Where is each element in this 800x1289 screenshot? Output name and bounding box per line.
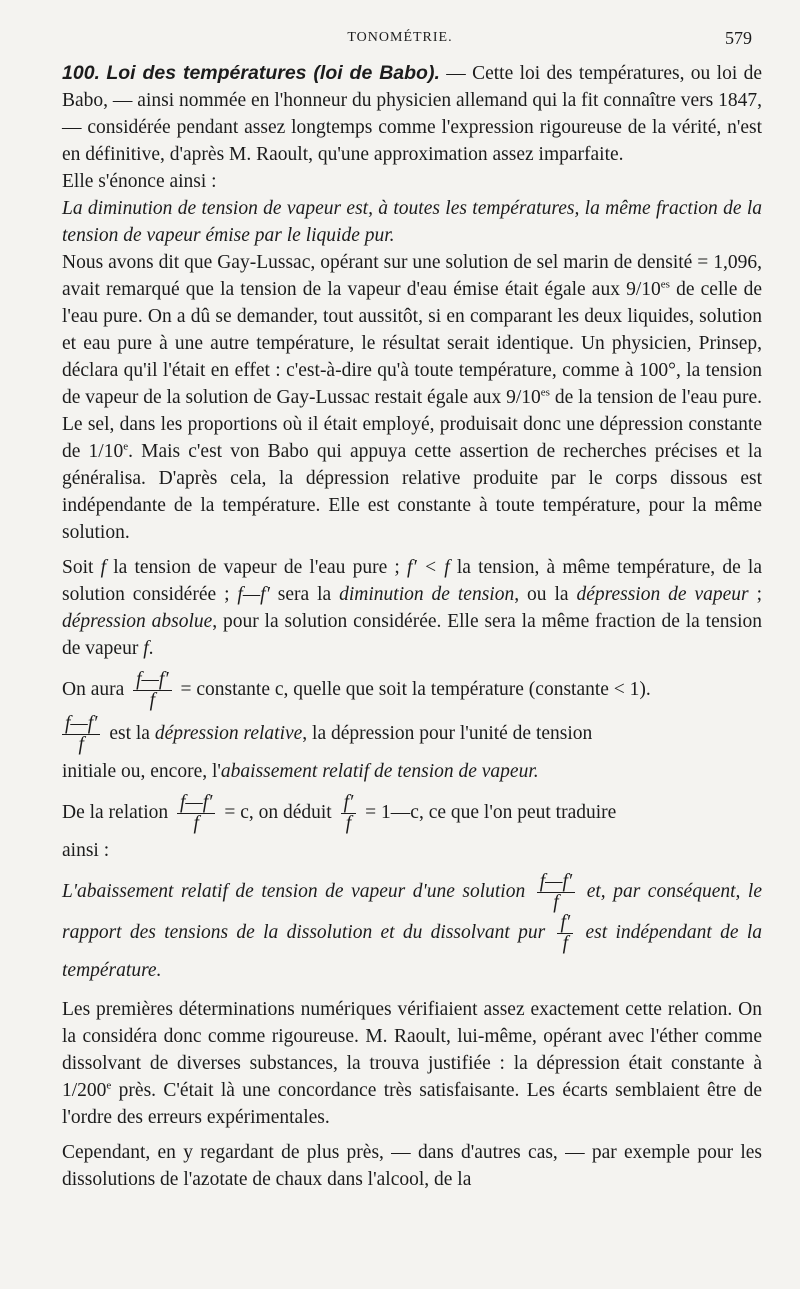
superscript-e: e xyxy=(123,440,129,453)
law2-denominator-1: f xyxy=(553,892,559,913)
eq3-denominator-2: f xyxy=(345,813,352,834)
law2-part-2: et, par conséquent, le rapport des tensions de la dissolution et du dissolvant xyxy=(62,880,763,943)
soit-text-3: la tension, à même température, de la solution considérée ; xyxy=(62,557,763,605)
superscript-es-2: es xyxy=(540,386,550,399)
eq3-tail: = 1—c, ce que l'on peut traduire xyxy=(365,801,617,823)
equation-2 xyxy=(62,714,762,758)
premieres-text-1: Les premières déterminations numériques vérifiaient assez exactement cette relation. On la considéra donc comme rigoureuse. M. Raoult, lui-même, opérant avec l'éther comme dissolvant de diverses substances, la trouva justifiée : la dépression était constante à 1/200 xyxy=(62,999,762,1101)
eq1-numerator: f—f′ xyxy=(133,670,171,691)
eq2-numerator: f—f′ xyxy=(62,714,100,735)
eq2-text-2: , la dépression pour l'unité de tension xyxy=(302,722,593,744)
law2-numerator-1: f—f′ xyxy=(537,872,575,893)
eq3-mid: = c, on déduit xyxy=(224,801,332,823)
soit-text-2: la tension de vapeur de l'eau pure ; xyxy=(106,557,408,578)
enonce-text: Elle s'énonce ainsi : xyxy=(62,171,217,192)
soit-period: . xyxy=(148,638,154,659)
term-depression-relative: dépression relative xyxy=(154,722,303,744)
gay-lussac-text-2: de celle de l'eau pure. On a dû se demander, tout aussitôt, si en comparant les deux liquides, solution et eau pure à une autre température, le résultat serait identique. Un physicien, Prinsep, déclara qu'il l'était en effet : c'est-à-dire qu'à toute température, comme à 100°, la tension de vapeur de la solution de Gay-Lussac restait égale aux 9/10 xyxy=(62,279,762,408)
law2-denominator-2: f xyxy=(562,933,569,954)
law2-part-3: est indépendant de la température. xyxy=(62,921,763,981)
equation-1 xyxy=(62,670,762,714)
term-diminution: diminution de tension xyxy=(339,584,515,605)
eq3-numerator-2: f′ xyxy=(341,793,357,814)
section-paragraph xyxy=(62,60,762,168)
initiale-text: initiale ou, encore, l' xyxy=(62,761,221,782)
symbol-f-2: f xyxy=(143,638,149,659)
superscript-e-2: e xyxy=(106,1079,112,1092)
paragraph-premieres xyxy=(62,996,762,1131)
term-depression-absolue: dépression absolue xyxy=(62,611,213,632)
eq3-lead: De la relation xyxy=(62,801,169,823)
eq3-fraction-1 xyxy=(177,793,215,834)
law2-numerator-2: f′ xyxy=(557,913,573,934)
soit-text-5: , ou la xyxy=(514,584,577,605)
paragraph-gay-lussac xyxy=(62,249,762,546)
law2-pur: pur xyxy=(518,921,546,943)
term-depression-vapeur: dépression de vapeur xyxy=(576,584,749,605)
law-statement-text: La diminution de tension de vapeur est, à toutes les températures, la même fraction de la tension de vapeur émise par le liquide pur. xyxy=(62,198,762,246)
soit-text-1: Soit xyxy=(62,557,101,578)
eq1-fraction xyxy=(133,670,171,711)
law-statement-2 xyxy=(62,872,762,988)
eq1-lead: On aura xyxy=(62,678,125,700)
eq2-fraction xyxy=(62,714,100,755)
soit-text-4: sera la xyxy=(269,584,340,605)
eq2-denominator: f xyxy=(78,734,84,755)
equation-3 xyxy=(62,793,762,837)
soit-text-7: , pour la solution considérée. Elle sera la même fraction de la tension de vapeur xyxy=(62,611,762,659)
symbol-f: f xyxy=(100,557,107,578)
term-abaissement-relatif: abaissement relatif de tension de vapeur. xyxy=(220,761,539,782)
law2-fraction-1 xyxy=(537,872,575,913)
eq1-denominator: f xyxy=(149,690,156,711)
page-body xyxy=(62,60,762,1193)
law2-fraction-2 xyxy=(557,913,573,954)
gay-lussac-text-1: Nous avons dit que Gay-Lussac, opérant sur une solution de sel marin de densité = 1,096, avait remarqué que la tension de la vapeur d'eau émise était égale aux 9/10 xyxy=(62,252,762,300)
gay-lussac-text-4: . Mais c'est von Babo qui appuya cette assertion de recherches précises et la généralisa. D'après cela, la dépression relative produite par le corps dissous est indépendante de la température. Elle est constante à toute température, pour la même solution. xyxy=(62,441,763,543)
section-number: 100. xyxy=(62,62,100,84)
eq3-denominator-1: f xyxy=(193,813,199,834)
paragraph-initiale xyxy=(62,758,762,785)
running-header xyxy=(0,24,800,54)
eq1-tail: = constante c, quelle que soit la température (constante < 1). xyxy=(180,678,651,700)
symbol-fp-lt-f: f′ < f xyxy=(407,557,450,578)
symbol-f-minus-fp: f—f′ xyxy=(237,584,270,605)
section-intro: — Cette loi des températures, ou loi de Babo, — ainsi nommée en l'honneur du physicien allemand qui la fit connaître vers 1847, — considérée pendant assez longtemps comme l'expression rigoureuse de la vérité, n'est en définitive, d'après M. Raoult, qu'une approximation assez imparfaite. xyxy=(62,63,763,165)
section-title: Loi des températures (loi de Babo). xyxy=(106,62,440,84)
superscript-es: es xyxy=(660,278,670,291)
soit-text-6: ; xyxy=(748,584,762,605)
ainsi-text: ainsi : xyxy=(62,840,110,861)
paragraph-enonce xyxy=(62,168,762,195)
paragraph-cependant xyxy=(62,1139,762,1193)
paragraph-ainsi xyxy=(62,837,762,864)
eq3-numerator-1: f—f′ xyxy=(177,793,215,814)
page-number: 579 xyxy=(725,28,752,48)
paragraph-soit xyxy=(62,554,762,662)
law-statement xyxy=(62,195,762,249)
cependant-text: Cependant, en y regardant de plus près, — dans d'autres cas, — par exemple pour les dissolutions de l'azotate de chaux dans l'alcool, de la xyxy=(62,1142,762,1190)
running-title: TONOMÉTRIE. xyxy=(347,30,453,45)
gay-lussac-text-3: de la tension de l'eau pure. Le sel, dans les proportions où il était employé, produisait donc une dépression constante de 1/10 xyxy=(62,387,762,462)
premieres-text-2: près. C'était là une concordance très satisfaisante. Les écarts semblaient être de l'ordre des erreurs expérimentales. xyxy=(62,1080,762,1128)
eq3-fraction-2 xyxy=(341,793,357,834)
eq2-text-1: est la xyxy=(109,722,155,744)
law2-part-1: L'abaissement relatif de tension de vapeur d'une solution xyxy=(62,880,526,902)
